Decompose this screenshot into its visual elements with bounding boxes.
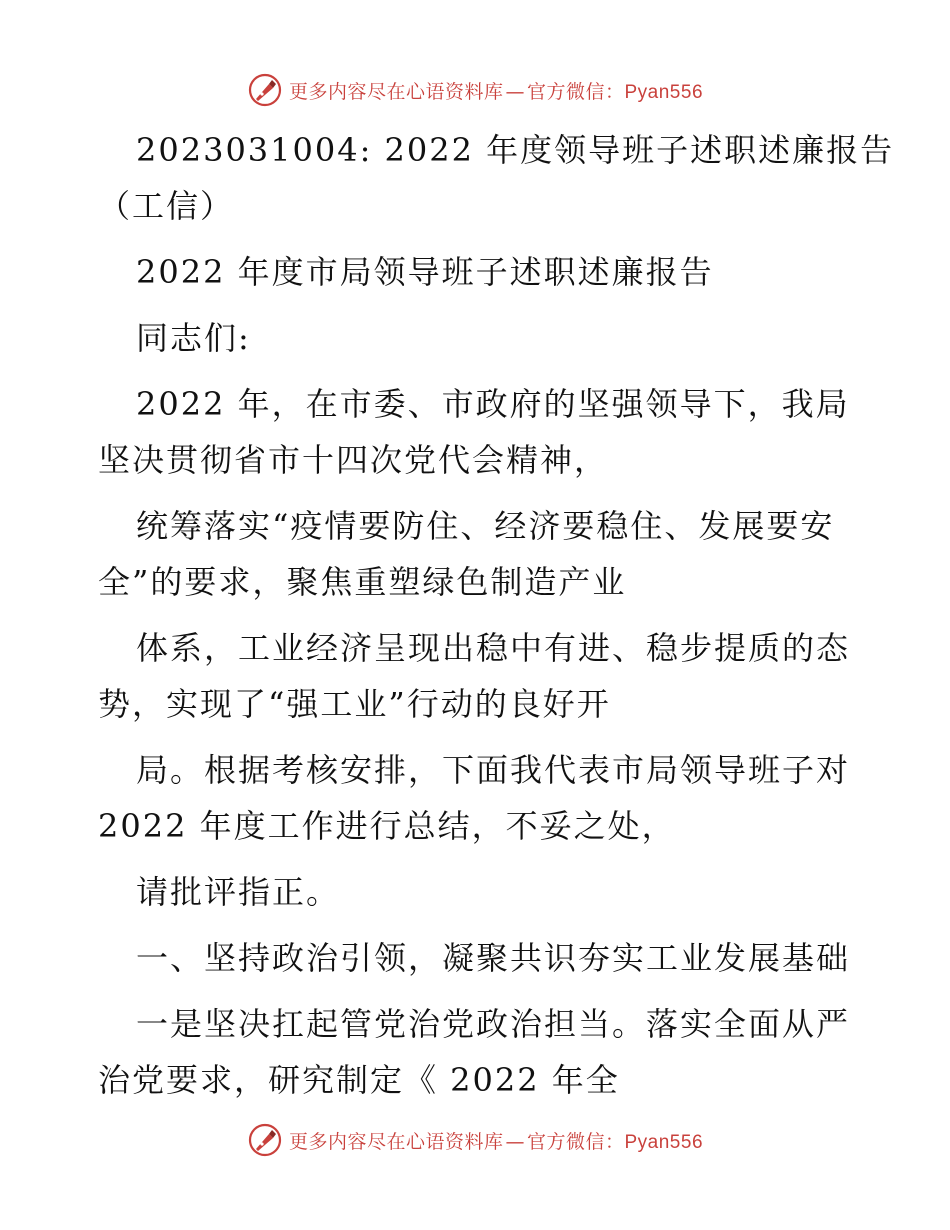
paragraph-line: 局。根据考核安排，下面我代表市局领导班子对	[136, 751, 851, 789]
report-title: 2022 年度市局领导班子述职述廉报告	[136, 253, 714, 291]
watermark-main: 更多内容尽在心语资料库	[288, 80, 504, 103]
document-title-line-2: （工信）	[98, 187, 235, 225]
watermark-main: 更多内容尽在心语资料库	[288, 1130, 504, 1153]
paragraph-line: 2022 年，在市委、市政府的坚强领导下，我局	[136, 385, 850, 423]
watermark-sub: 官方微信：	[526, 80, 625, 103]
paragraph-line: 2022 年度工作进行总结，不妥之处，	[98, 807, 676, 845]
watermark-dash: —	[505, 80, 525, 103]
paragraph-line: 统筹落实“疫情要防住、经济要稳住、发展要安	[136, 507, 835, 545]
paragraph-line: 坚决贯彻省市十四次党代会精神，	[98, 441, 609, 479]
watermark-sub: 官方微信：	[526, 1130, 625, 1153]
watermark-dash: —	[505, 1130, 525, 1153]
watermark-id: Pyan556	[624, 1131, 704, 1153]
paragraph-line: 全”的要求，聚焦重塑绿色制造产业	[98, 563, 627, 601]
watermark-id: Pyan556	[624, 81, 704, 103]
document-body	[98, 122, 895, 1108]
paragraph-line: 一是坚决扛起管党治党政治担当。落实全面从严	[136, 1005, 851, 1043]
watermark-text	[289, 77, 703, 104]
pen-nib-logo-icon	[247, 1122, 283, 1158]
salutation: 同志们:	[136, 319, 251, 357]
paragraph-line: 体系，工业经济呈现出稳中有进、稳步提质的态	[136, 629, 851, 667]
paragraph-line: 请批评指正。	[136, 873, 341, 911]
section-heading: 一、坚持政治引领，凝聚共识夯实工业发展基础	[136, 939, 851, 977]
footer-watermark	[0, 1118, 950, 1162]
watermark-text	[289, 1127, 703, 1154]
pen-nib-logo-icon	[247, 72, 283, 108]
paragraph-line: 势，实现了“强工业”行动的良好开	[98, 685, 611, 723]
paragraph-line: 治党要求，研究制定《 2022 年全	[98, 1061, 620, 1099]
header-watermark	[0, 68, 950, 112]
document-title-line-1: 2023031004: 2022 年度领导班子述职述廉报告	[136, 131, 895, 169]
